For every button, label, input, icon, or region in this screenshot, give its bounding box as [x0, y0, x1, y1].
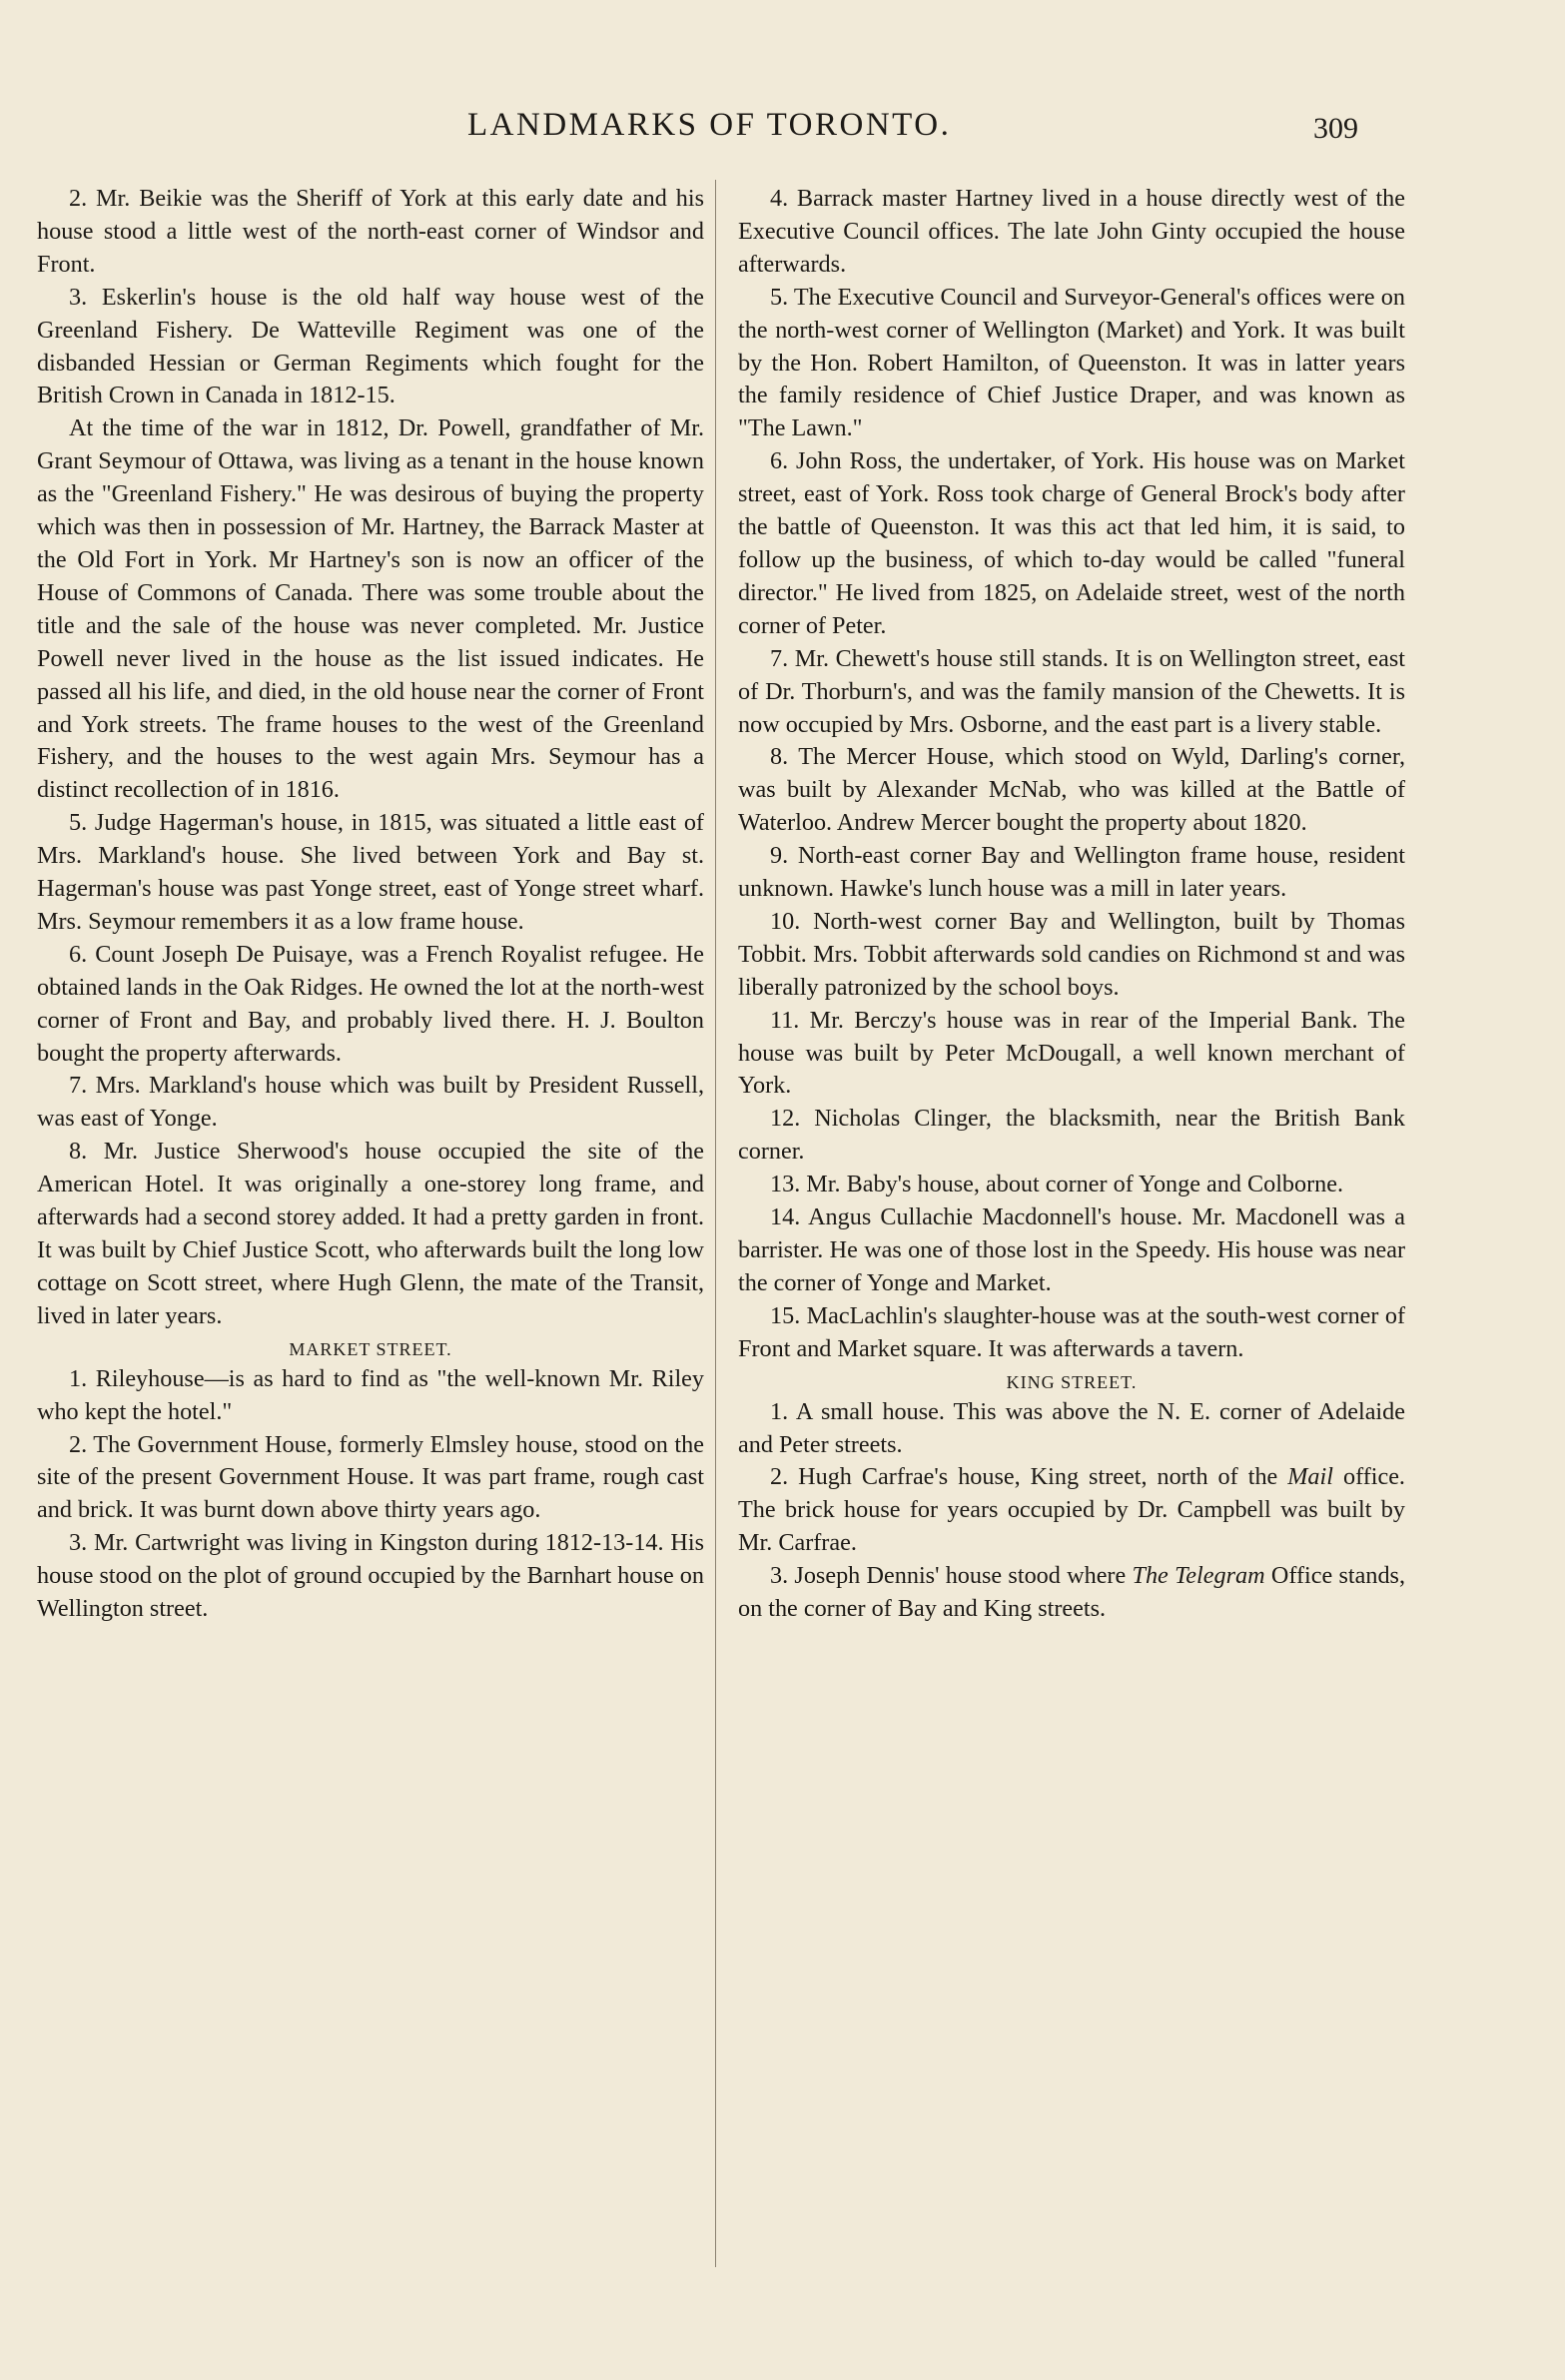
paragraph	[738, 1560, 1405, 1626]
paragraph: 6. Count Joseph De Puisaye, was a French Royalist refugee. He obtained lands in the Oak Ridges. He owned the lot at the north-west corner of Front and Bay, and probably lived there. H. J. Boulton bought the property afterwards.	[37, 940, 704, 1067]
right-column	[738, 183, 1405, 1626]
paragraph: 15. MacLachlin's slaughter-house was at the south-west corner of Front and Market square. It was afterwards a tavern.	[738, 1301, 1405, 1362]
text-run: 2. Hugh Carfrae's house, King street, north of the	[770, 1463, 1288, 1491]
left-column	[37, 183, 704, 1626]
paragraph: 7. Mrs. Markland's house which was built by President Russell, was east of Yonge.	[37, 1072, 704, 1133]
running-title: LANDMARKS OF TORONTO.	[467, 107, 952, 143]
paragraph: At the time of the war in 1812, Dr. Powell, grandfather of Mr. Grant Seymour of Ottawa, was living as a tenant in the house known as the "Greenland Fishery." He was desirous of buying the property which was then in possession of Mr. Hartney, the Barrack Master at the Old Fort in York. Mr Hartney's son is now an officer of the House of Commons of Canada. There was some trouble about the title and the sale of the house was never completed. Mr. Justice Powell never lived in the house as the list issued indicates. He passed all his life, and died, in the old house near the corner of Front and York streets. The frame houses to the west of the Greenland Fishery, and the houses to the west again Mrs. Seymour has a distinct recollection of in 1816.	[37, 414, 704, 804]
text-run: 3. Joseph Dennis' house stood where	[770, 1562, 1133, 1590]
paragraph: 11. Mr. Berczy's house was in rear of the Imperial Bank. The house was built by Peter McDougall, a well known merchant of York.	[738, 1006, 1405, 1100]
section-heading-market-street: MARKET STREET.	[289, 1338, 452, 1359]
newspaper-name: Mail	[1287, 1463, 1333, 1491]
paragraph: 5. Judge Hagerman's house, in 1815, was situated a little east of Mrs. Markland's house. She lived between York and Bay st. Hagerman's house was past Yonge street, east of Yonge street wharf. Mrs. Seymour remembers it as a low frame house.	[37, 809, 704, 935]
paragraph: 9. North-east corner Bay and Wellington frame house, resident unknown. Hawke's lunch house was a mill in later years.	[738, 842, 1405, 903]
column-divider	[715, 180, 716, 2267]
paragraph: 7. Mr. Chewett's house still stands. It is on Wellington street, east of Dr. Thorburn's, and was the family mansion of the Chewetts. It is now occupied by Mrs. Osborne, and the east part is a livery stable.	[738, 644, 1405, 738]
page-number: 309	[1313, 112, 1358, 145]
paragraph: 13. Mr. Baby's house, about corner of Yonge and Colborne.	[770, 1171, 1344, 1198]
paragraph: 1. Rileyhouse—is as hard to find as "the well-known Mr. Riley who kept the hotel."	[37, 1364, 704, 1425]
paragraph: 3. Eskerlin's house is the old half way house west of the Greenland Fishery. De Watteville Regiment was one of the disbanded Hessian or German Regiments which fought for the British Crown in Canada in 1812-15.	[37, 283, 704, 409]
newspaper-name: The Telegram	[1132, 1562, 1265, 1590]
paragraph: 14. Angus Cullachie Macdonnell's house. Mr. Macdonell was a barrister. He was one of those lost in the Speedy. His house was near the corner of Yonge and Market.	[738, 1203, 1405, 1296]
paragraph: 4. Barrack master Hartney lived in a house directly west of the Executive Council offices. The late John Ginty occupied the house afterwards.	[738, 185, 1405, 278]
paragraph: 3. Mr. Cartwright was living in Kingston during 1812-13-14. His house stood on the plot of ground occupied by the Barnhart house on Wellington street.	[37, 1529, 704, 1623]
paragraph: 6. John Ross, the undertaker, of York. His house was on Market street, east of York. Ross took charge of General Brock's body after the battle of Queenston. It was this act that led him, it is said, to follow up the business, of which to-day would be called "funeral director." He lived from 1825, on Adelaide street, west of the north corner of Peter.	[738, 447, 1405, 639]
paragraph: 1. A small house. This was above the N. E. corner of Adelaide and Peter streets.	[738, 1397, 1405, 1458]
text-run: Office stands, on the corner of Bay and King streets.	[738, 1562, 1405, 1623]
paragraph: 10. North-west corner Bay and Wellington, built by Thomas Tobbit. Mrs. Tobbit afterwards sold candies on Richmond st and was liberally patronized by the school boys.	[738, 907, 1405, 1001]
paragraph: 12. Nicholas Clinger, the blacksmith, near the British Bank corner.	[738, 1105, 1405, 1166]
paragraph	[738, 1461, 1405, 1560]
running-head	[0, 103, 1565, 153]
paragraph: 2. Mr. Beikie was the Sheriff of York at this early date and his house stood a little west of the north-east corner of Windsor and Front.	[37, 185, 704, 278]
paragraph: 8. Mr. Justice Sherwood's house occupied the site of the American Hotel. It was originally a one-storey long frame, and afterwards had a second storey added. It had a pretty garden in front. It was built by Chief Justice Scott, who afterwards built the long low cottage on Scott street, where Hugh Glenn, the mate of the Transit, lived in later years.	[37, 1138, 704, 1329]
paragraph: 5. The Executive Council and Surveyor-General's offices were on the north-west corner of Wellington (Market) and York. It was built by the Hon. Robert Hamilton, of Queenston. It was in latter years the family residence of Chief Justice Draper, and was known as "The Lawn."	[738, 283, 1405, 442]
text-run: office. The brick house for years occupied by Dr. Campbell was built by Mr. Carfrae.	[738, 1463, 1405, 1557]
section-heading-king-street: KING STREET.	[1006, 1371, 1138, 1392]
paragraph: 2. The Government House, formerly Elmsley house, stood on the site of the present Government House. It was part frame, rough cast and brick. It was burnt down above thirty years ago.	[37, 1430, 704, 1524]
paragraph: 8. The Mercer House, which stood on Wyld, Darling's corner, was built by Alexander McNab, who was killed at the Battle of Waterloo. Andrew Mercer bought the property about 1820.	[738, 743, 1405, 837]
